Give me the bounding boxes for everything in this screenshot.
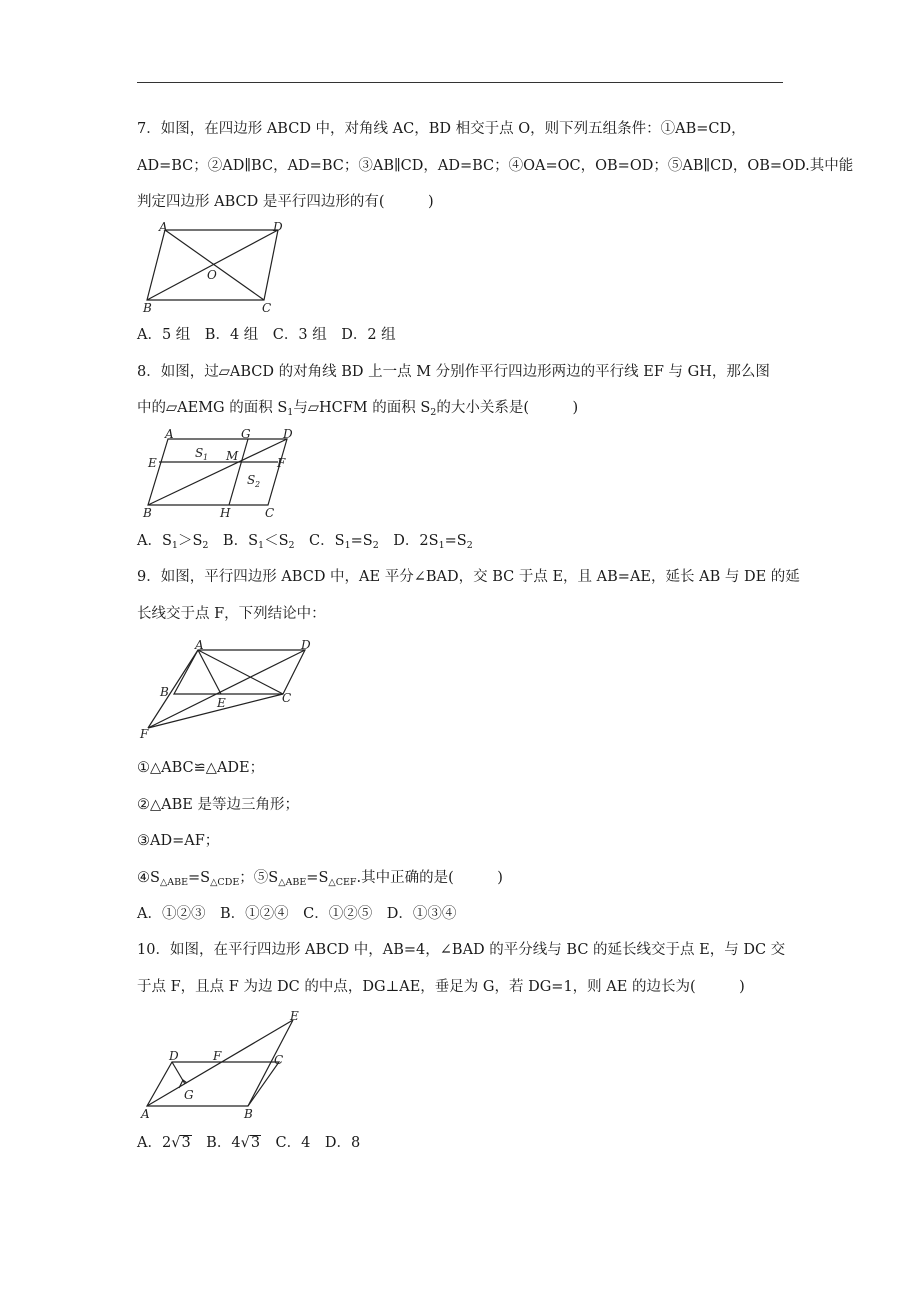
q8-label-s2: S	[247, 473, 256, 487]
q8-line2-part-b: 与▱HCFM 的面积 S	[293, 400, 431, 416]
q7-label-d: D	[273, 220, 283, 234]
q7-figure	[138, 218, 298, 318]
q9-c4-part-e: .其中正确的是( )	[356, 870, 503, 886]
q9-line-af	[148, 650, 198, 728]
q8-opt-b2-sub: 2	[288, 540, 295, 551]
q7-label-o: O	[207, 268, 217, 282]
q10-sqrt-a-radicand: 3	[181, 1135, 191, 1151]
q9-conclusion-3: ③AD=AF；	[137, 833, 220, 849]
q8-label-c: C	[265, 506, 275, 520]
q9-options: A．①②③ B．①②④ C．①②⑤ D．①③④	[137, 906, 457, 922]
q9-c4-sub2: △CDE	[210, 877, 240, 888]
q7-diagonal-ac	[165, 230, 264, 300]
q10-text-line1: 10．如图，在平行四边形 ABCD 中，AB=4，∠BAD 的平分线与 BC 的延长线交于点 E，与 DC 交	[137, 942, 786, 958]
q10-figure	[138, 1006, 318, 1124]
q9-c4-part-d: =S	[306, 870, 329, 886]
q7-text-line3: 判定四边形 ABCD 是平行四边形的有( )	[137, 194, 434, 210]
q9-c4-part-b: =S	[188, 870, 211, 886]
q8-label-s1: S	[195, 446, 204, 460]
q8-label-m: M	[226, 449, 239, 463]
q8-opt-d1-sub: 1	[438, 540, 445, 551]
q8-opt-a1-sub: 1	[171, 540, 178, 551]
q8-line2-part-a: 中的▱AEMG 的面积 S	[137, 400, 288, 416]
q8-opt-c2: =S	[350, 533, 373, 549]
q9-line-fc	[148, 694, 283, 728]
q10-label-a: A	[141, 1107, 150, 1121]
q7-label-a: A	[159, 220, 168, 234]
q10-label-b: B	[244, 1107, 253, 1121]
q10-label-e: E	[290, 1009, 299, 1023]
q9-line-df	[148, 650, 305, 728]
q8-opt-a2: ＞S	[177, 533, 203, 549]
q9-figure	[138, 632, 328, 747]
q8-opt-b1: B．S	[208, 533, 259, 549]
q8-opt-a2-sub: 2	[202, 540, 209, 551]
q9-text-line2: 长线交于点 F，下列结论中：	[137, 606, 326, 622]
q10-label-g: G	[184, 1088, 194, 1102]
q9-c4-part-c: ；⑤S	[239, 870, 279, 886]
q8-label-h: H	[220, 506, 231, 520]
q8-opt-a1: A．S	[137, 533, 172, 549]
q9-label-c: C	[282, 691, 292, 705]
q10-opt-cd: C．4 D．8	[261, 1135, 361, 1151]
q9-label-d: D	[301, 638, 311, 652]
q8-label-f: F	[277, 456, 286, 470]
q9-conclusion-1: ①△ABC≌△ADE；	[137, 760, 265, 776]
q9-label-f: F	[140, 727, 149, 741]
q8-label-d: D	[283, 427, 293, 441]
q10-right-angle-mark	[179, 1080, 187, 1088]
q9-c4-sub1: △ABE	[159, 877, 189, 888]
q8-line2-part-c: 的大小关系是( )	[436, 400, 579, 416]
q7-label-b: B	[143, 301, 152, 315]
q8-opt-b2: ＜S	[264, 533, 289, 549]
q7-text-line1: 7．如图，在四边形 ABCD 中，对角线 AC，BD 相交于点 O，则下列五组条件：①AB=CD，	[137, 121, 746, 137]
q8-opt-d2: =S	[444, 533, 467, 549]
q8-opt-c1-sub: 1	[344, 540, 351, 551]
q8-diagonal-bd	[148, 439, 287, 505]
q7-options: A．5 组 B．4 组 C．3 组 D．2 组	[137, 327, 396, 343]
q9-diagonal-ac	[198, 650, 283, 694]
q10-text-line2: 于点 F，且点 F 为边 DC 的中点，DG⊥AE，垂足为 G，若 DG=1，则 AE 的边长为( )	[137, 979, 745, 995]
q9-label-b: B	[160, 685, 169, 699]
q8-text-line2	[137, 398, 578, 418]
q8-line2-sub1: 1	[287, 407, 294, 418]
q8-label-s1-sub: 1	[203, 453, 209, 462]
q7-diagonal-bd	[147, 230, 278, 300]
header-rule	[137, 82, 783, 83]
q10-options	[137, 1133, 360, 1153]
q9-text-line1: 9．如图，平行四边形 ABCD 中，AE 平分∠BAD，交 BC 于点 E，且 AB=AE，延长 AB 与 DE 的延	[137, 569, 800, 585]
q8-label-s2-sub: 2	[255, 480, 261, 489]
q9-c4-sub3: △ABE	[278, 877, 307, 888]
q9-c4-sub4: △CEF	[328, 877, 357, 888]
q10-label-d: D	[169, 1049, 179, 1063]
q8-opt-c1: C．S	[294, 533, 345, 549]
q9-conclusion-4	[137, 868, 503, 888]
q8-line2-sub2: 2	[430, 407, 437, 418]
q8-text-line1: 8．如图，过▱ABCD 的对角线 BD 上一点 M 分别作平行四边形两边的平行线 EF 与 GH，那么图	[137, 364, 770, 380]
q8-figure	[138, 425, 308, 525]
q7-label-c: C	[262, 301, 272, 315]
q10-label-c: C	[274, 1053, 284, 1067]
q8-label-g: G	[241, 427, 251, 441]
q8-opt-d2-sub: 2	[466, 540, 473, 551]
q9-label-a: A	[195, 638, 204, 652]
q10-opt-a: A．2	[137, 1135, 172, 1151]
q10-opt-b: B．4	[191, 1135, 241, 1151]
q8-label-b: B	[143, 506, 152, 520]
q8-opt-b1-sub: 1	[258, 540, 265, 551]
q8-opt-d1: D．2S	[378, 533, 439, 549]
q9-conclusion-2: ②△ABE 是等边三角形；	[137, 797, 299, 813]
q9-label-e: E	[217, 696, 226, 710]
q7-text-line2: AD=BC；②AD∥BC，AD=BC；③AB∥CD，AD=BC；④OA=OC，OB=OD；⑤AB∥CD，OB=OD.其中能	[137, 158, 854, 174]
q8-label-e: E	[148, 456, 157, 470]
q10-sqrt-b: √3	[240, 1135, 261, 1151]
q10-sqrt-b-radicand: 3	[250, 1135, 261, 1151]
q9-c4-part-a: ④S	[137, 870, 160, 886]
q10-label-f: F	[213, 1049, 222, 1063]
q8-opt-c2-sub: 2	[372, 540, 379, 551]
q10-sqrt-a: √3	[171, 1135, 191, 1151]
q8-label-a: A	[165, 427, 174, 441]
q8-options	[137, 531, 473, 551]
